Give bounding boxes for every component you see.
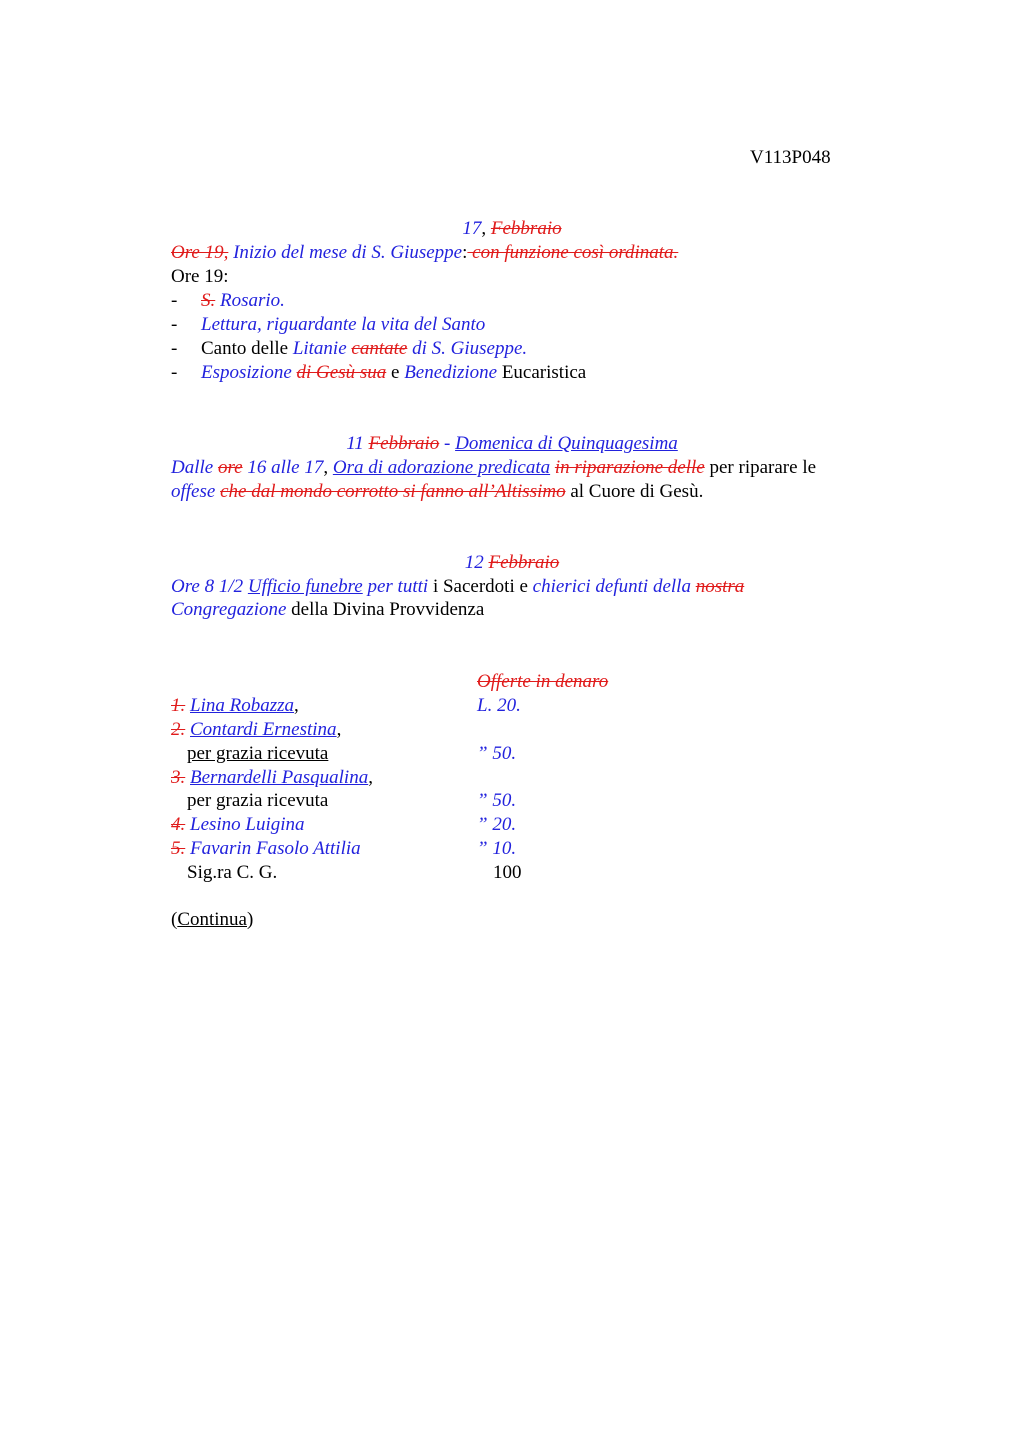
entry2-line1: Dalle ore 16 alle 17, Ora di adorazione predicata in riparazione delle per riparare le [171, 457, 817, 478]
entry3-date: 12 Febbraio [464, 552, 560, 573]
table-row: per grazia ricevuta ” 50. [187, 790, 517, 811]
list-item: - Canto delle Litanie cantate di S. Giuseppe. [171, 338, 528, 359]
table-row: 4. Lesino Luigina ” 20. [171, 814, 517, 835]
table-row: 5. Favarin Fasolo Attilia ” 10. [171, 838, 517, 859]
offerte-heading: Offerte in denaro [477, 671, 609, 692]
entry2-date: 11 Febbraio - Domenica di Quinquagesima [346, 433, 678, 454]
table-row: Sig.ra C. G. 100 [187, 862, 522, 883]
entry3-line2: Congregazione della Divina Provvidenza [171, 599, 485, 620]
table-row: 1. Lina Robazza, L. 20. [171, 695, 521, 716]
entry1-time: Ore 19: [171, 266, 229, 287]
entry1-title-line: Ore 19, Inizio del mese di S. Giuseppe: con funzione così ordinata. [171, 242, 679, 263]
list-item: - S. Rosario. [171, 290, 285, 311]
page-code: V113P048 [750, 147, 831, 168]
table-row: 3. Bernardelli Pasqualina, [171, 767, 373, 788]
list-item: - Lettura, riguardante la vita del Santo [171, 314, 486, 335]
list-item: - Esposizione di Gesù sua e Benedizione Eucaristica [171, 362, 587, 383]
entry1-date: 17, Febbraio [462, 218, 562, 239]
table-row: 2. Contardi Ernestina, [171, 719, 342, 740]
entry3-line1: Ore 8 1/2 Ufficio funebre per tutti i Sacerdoti e chierici defunti della nostra [171, 576, 745, 597]
entry2-line2: offese che dal mondo corrotto si fanno all’Altissimo al Cuore di Gesù. [171, 481, 704, 502]
continua-note: (Continua) [171, 909, 254, 930]
table-row: per grazia ricevuta ” 50. [187, 743, 517, 764]
